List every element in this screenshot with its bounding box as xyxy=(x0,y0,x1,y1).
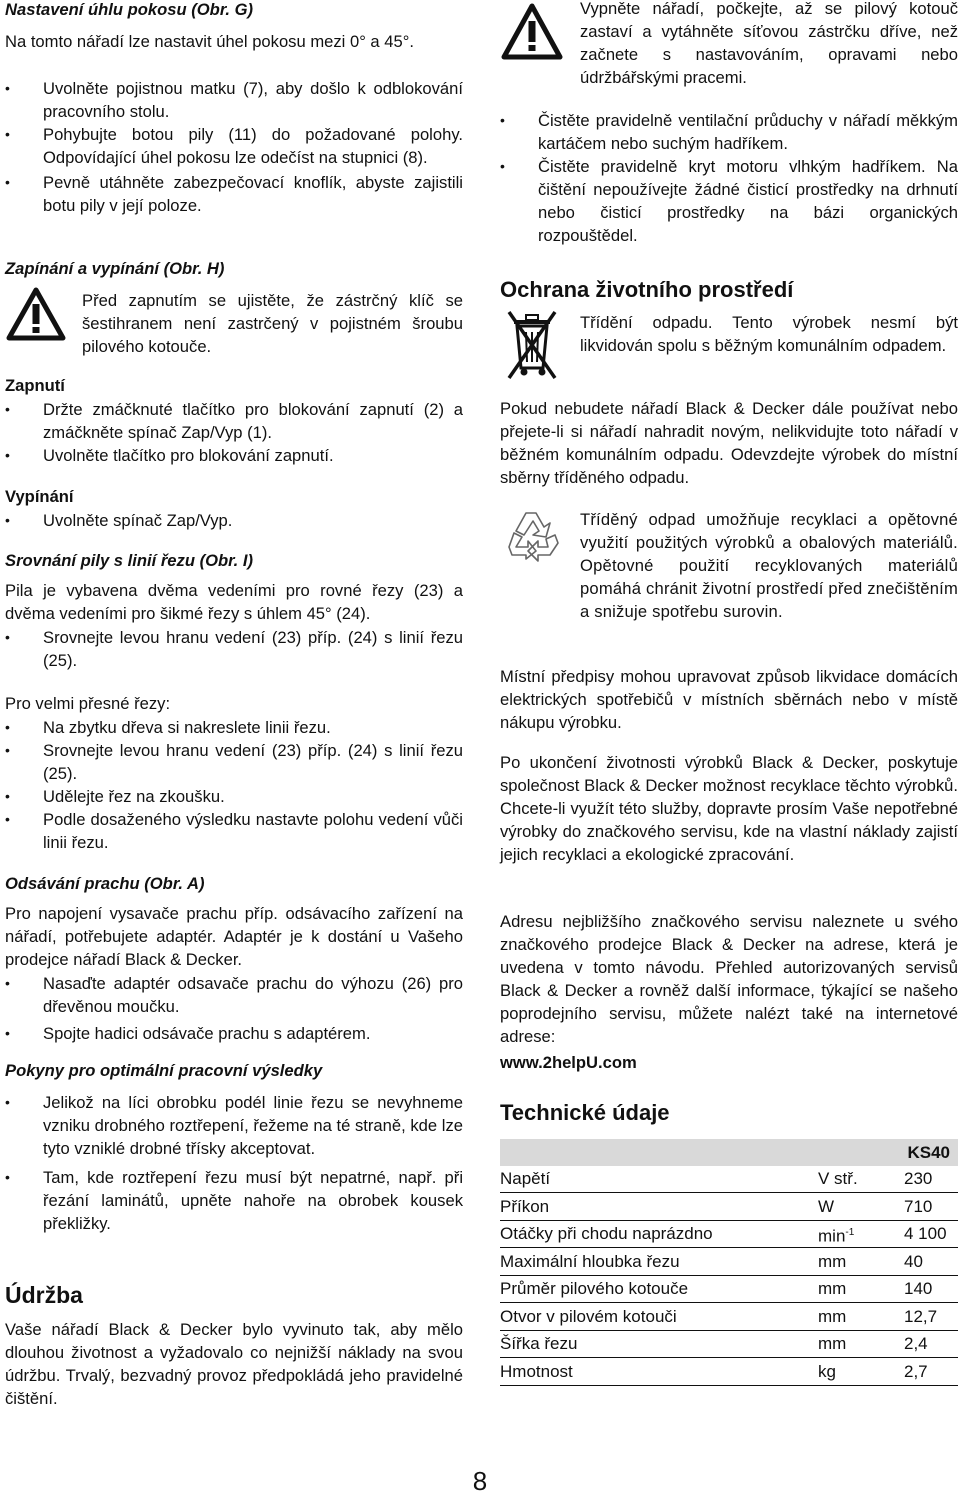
list-item: • Uvolněte tlačítko pro blokování zapnutí. xyxy=(5,444,463,467)
spec-label: Příkon xyxy=(500,1193,818,1221)
maintenance-warning: Vypněte nářadí, počkejte, až se pilový kotouč zastaví a vytáhněte síťovou zástrčku dříve, než začnete s nastavováním, opravami nebo údržbářskými pracemi. xyxy=(580,0,958,87)
model-label: KS40 xyxy=(500,1139,958,1166)
spec-unit: V stř. xyxy=(818,1166,904,1193)
spec-label: Hmotnost xyxy=(500,1358,818,1386)
crossed-bin-icon xyxy=(504,306,560,382)
precise-intro: Pro velmi přesné řezy: xyxy=(5,694,171,713)
spec-value: 4 100 xyxy=(904,1220,958,1248)
on-bullets xyxy=(5,398,463,467)
precise-bullets xyxy=(5,716,463,854)
list-item: • Nasaďte adaptér odsavače prachu do výhozu (26) pro dřevěnou moučku. xyxy=(5,972,463,1018)
switch-heading: Zapínání a vypínání (Obr. H) xyxy=(5,259,225,278)
angle-bullets xyxy=(5,77,463,217)
list-item: • Spojte hadici odsávače prachu s adaptérem. xyxy=(5,1022,463,1045)
spec-label: Šířka řezu xyxy=(500,1330,818,1358)
spec-label: Maximální hloubka řezu xyxy=(500,1248,818,1276)
off-heading: Vypínání xyxy=(5,487,74,506)
spec-unit: mm xyxy=(818,1275,904,1303)
maintenance-heading: Údržba xyxy=(5,1282,83,1308)
list-item: • Uvolněte spínač Zap/Vyp. xyxy=(5,509,463,532)
list-item: • Uvolněte pojistnou matku (7), aby došlo k odblokování pracovního stolu. xyxy=(5,77,463,123)
table-header-row xyxy=(500,1139,958,1166)
tech-spec-table xyxy=(500,1139,958,1386)
table-row xyxy=(500,1303,958,1331)
table-row xyxy=(500,1275,958,1303)
warning-icon xyxy=(500,2,564,62)
switch-warning: Před zapnutím se ujistěte, že zástrčný klíč se šestihranem není zastrčený v pojistném šroubu pilového kotouče. xyxy=(82,291,463,356)
spec-value: 710 xyxy=(904,1193,958,1221)
spec-unit: mm xyxy=(818,1330,904,1358)
spec-unit: mm xyxy=(818,1303,904,1331)
spec-value: 12,7 xyxy=(904,1303,958,1331)
spec-label: Napětí xyxy=(500,1166,818,1193)
spec-value: 2,7 xyxy=(904,1358,958,1386)
env-paragraph-2: Místní předpisy mohou upravovat způsob likvidace domácích elektrických spotřebičů v místních sběrnách nebo v místě nákupu výrobku. xyxy=(500,667,958,732)
off-bullets xyxy=(5,509,463,532)
spec-label: Otvor v pilovém kotouči xyxy=(500,1303,818,1331)
spec-label: Otáčky při chodu naprázdno xyxy=(500,1220,818,1248)
on-heading: Zapnutí xyxy=(5,376,65,395)
list-item: • Pohybujte botou pily (11) do požadované polohy. Odpovídající úhel pokosu lze odečíst na stupnici (8). xyxy=(5,123,463,169)
spec-unit: mm xyxy=(818,1248,904,1276)
list-item: • Na zbytku dřeva si nakreslete linii řezu. xyxy=(5,716,463,739)
tips-bullets xyxy=(5,1091,463,1235)
spec-unit: W xyxy=(818,1193,904,1221)
list-item: • Udělejte řez na zkoušku. xyxy=(5,785,463,808)
recycle-text: Tříděný odpad umožňuje recyklaci a opětovné využití použitých výrobků a obalových materiálů. Opětovné použití recyklovaných materiálů pomáhá chránit životní prostředí před znečištěním a snižuje spotřebu surovin. xyxy=(580,510,958,621)
list-item: • Čistěte pravidelně ventilační průduchy v nářadí měkkým kartáčem nebo suchým hadříkem. xyxy=(500,109,958,155)
page-number: 8 xyxy=(472,1466,488,1496)
list-item: • Srovnejte levou hranu vedení (23) příp. (24) s linií řezu (25). xyxy=(5,739,463,785)
table-row xyxy=(500,1330,958,1358)
list-item: • Podle dosaženého výsledku nastavte polohu vedení vůči linii řezu. xyxy=(5,808,463,854)
spec-unit xyxy=(818,1220,904,1248)
table-row xyxy=(500,1220,958,1248)
spec-label: Průměr pilového kotouče xyxy=(500,1275,818,1303)
env-paragraph-1: Pokud nebudete nářadí Black & Decker dále používat nebo přejete-li si nářadí nahradit novým, nelikvidujte toto nářadí v běžném komunálním odpadu. Odevzdejte výrobek do místní sběrny tříděného odpadu. xyxy=(500,399,958,487)
tips-heading: Pokyny pro optimální pracovní výsledky xyxy=(5,1061,323,1080)
env-paragraph-3: Po ukončení životnosti výrobků Black & Decker, poskytuje společnost Black & Decker možnost recyklace těchto výrobků. Chcete-li využít této služby, dopravte prosím Vaše nepotřebné výrobky do značkového servisu, kde na vlastní náklady zajistí jejich recyklaci a ekologické zpracování. xyxy=(500,753,958,864)
spec-value: 140 xyxy=(904,1275,958,1303)
spec-unit: kg xyxy=(818,1358,904,1386)
list-item: • Pevně utáhněte zabezpečovací knoflík, abyste zajistili botu pily v její poloze. xyxy=(5,171,463,217)
spec-unit-exponent: -1 xyxy=(845,1226,855,1238)
list-item: • Srovnejte levou hranu vedení (23) příp. (24) s linií řezu (25). xyxy=(5,626,463,672)
cutline-intro: Pila je vybavena dvěma vedeními pro rovné řezy (23) a dvěma vedeními pro šikmé řezy s úhlem 45° (24). xyxy=(5,581,463,623)
list-item: • Jelikož na líci obrobku podél linie řezu se nevyhneme vzniku drobného roztřepení, řežeme na té straně, kde lze tyto vzniklé drobné třísky akceptovat. xyxy=(5,1091,463,1160)
angle-heading: Nastavení úhlu pokosu (Obr. G) xyxy=(5,0,254,19)
spec-value: 230 xyxy=(904,1166,958,1193)
cutline-heading: Srovnání pily s linií řezu (Obr. I) xyxy=(5,551,254,570)
list-item: • Tam, kde roztřepení řezu musí být nepatrné, např. při řezání laminátů, upněte nahoře na obrobek kousek překližky. xyxy=(5,1166,463,1235)
dust-intro: Pro napojení vysavače prachu příp. odsávacího zařízení na nářadí, potřebujete adaptér. Adaptér je k dostání u Vašeho prodejce nářadí Black & Decker. xyxy=(5,904,463,969)
cutline-bullets xyxy=(5,626,463,672)
angle-intro: Na tomto nářadí lze nastavit úhel pokosu mezi 0° a 45°. xyxy=(5,32,414,51)
warning-icon xyxy=(5,286,67,342)
env-paragraph-4: Adresu nejbližšího značkového servisu naleznete u svého značkového prodejce Black & Decker na adrese, která je uvedena v tomto návodu. Přehled autorizovaných servisů Black & Decker a rovněž další informace, týkající se našeho poprodejního servisu, můžete nalézt také na internetové adrese: xyxy=(500,912,958,1046)
list-item: • Čistěte pravidelně kryt motoru vlhkým hadříkem. Na čištění nepoužívejte žádné čisticí prostředky na drhnutí nebo čisticí prostředky na bázi organických rozpouštědel. xyxy=(500,155,958,247)
table-row xyxy=(500,1358,958,1386)
recycle-icon xyxy=(506,507,564,563)
maintenance-bullets xyxy=(500,109,958,247)
weee-text: Třídění odpadu. Tento výrobek nesmí být likvidován spolu s běžným komunálním odpadem. xyxy=(580,313,958,355)
table-row xyxy=(500,1193,958,1221)
table-row xyxy=(500,1166,958,1193)
dust-heading: Odsávání prachu (Obr. A) xyxy=(5,874,205,893)
dust-bullets xyxy=(5,972,463,1045)
service-url[interactable]: www.2helpU.com xyxy=(500,1053,637,1072)
maintenance-text: Vaše nářadí Black & Decker bylo vyvinuto tak, aby mělo dlouhou životnost a vyžadovalo co nejnižší náklady na svou údržbu. Trvalý, bezvadný provoz předpokládá jeho pravidelné čištění. xyxy=(5,1320,463,1408)
spec-unit-base: min xyxy=(818,1226,846,1246)
table-row xyxy=(500,1248,958,1276)
list-item: • Držte zmáčknuté tlačítko pro blokování zapnutí (2) a zmáčkněte spínač Zap/Vyp (1). xyxy=(5,398,463,444)
environment-heading: Ochrana životního prostředí xyxy=(500,277,794,302)
tech-heading: Technické údaje xyxy=(500,1100,670,1125)
spec-value: 2,4 xyxy=(904,1330,958,1358)
spec-value: 40 xyxy=(904,1248,958,1276)
